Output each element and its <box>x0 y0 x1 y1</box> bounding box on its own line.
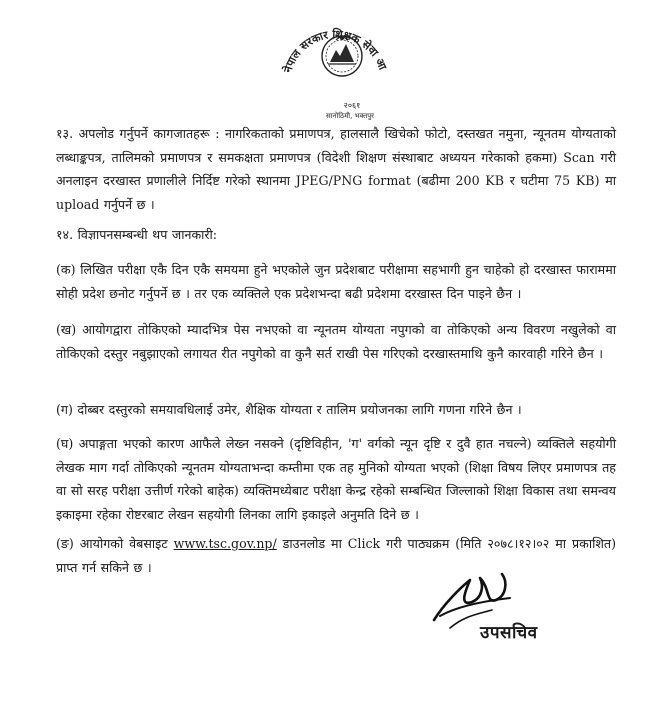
tsc-website-link[interactable]: www.tsc.gov.np/ <box>173 536 277 551</box>
item-14-nga <box>56 532 616 579</box>
item-14-ka: (क) लिखित परीक्षा एकै दिन एकै समयमा हुने भएकोले जुन प्रदेशबाट परीक्षामा सहभागी हुन चाहेको हो दरखास्त फाराममा सोही प्रदेश छनोट गर्नुपर्ने छ । तर एक व्यक्तिले एक प्रदेशभन्दा बढी प्रदेशमा दरखास्त दिन पाइने छैन । <box>56 262 616 301</box>
item-14-gha: (घ) अपाङ्गता भएको कारण आफैले लेख्न नसक्ने (दृष्टिविहीन, 'ग' वर्गको न्यून दृष्टि र दुवै हात नचल्ने) व्यक्तिले सहयोगी लेखक माग गर्दा तोकिएको न्यूनतम योग्यताभन्दा कम्तीमा एक तह मुनिको योग्यता भएको (शिक्षा विषय लिएर प्रमाणपत्र तह वा सो सरह परीक्षा उत्तीर्ण गरेको बाहेक) व्यक्तिमध्येबाट परीक्षा केन्द्र रहेको सम्बन्धित जिल्लाको शिक्षा विकास तथा समन्वय इकाइमा रहेका रोष्टरबाट लेखन सहयोगी लिनका लागि इकाइले अनुमति दिने छ । <box>56 436 616 522</box>
seal-place: सानोठिमी, भक्तपुर <box>325 112 375 120</box>
item-14-ga: (ग) दोब्बर दस्तुरको समयावधिलाई उमेर, शैक्षिक योग्यता र तालिम प्रयोजनका लागि गणना गरिने छैन । <box>56 402 522 417</box>
seal-ring-text: नेपाल सरकार शिक्षक सेवा आ <box>281 27 390 75</box>
item-14-nga-text-after: डाउनलोड मा Click गरी पाठ्यक्रम (मिति २०७८।१२।०२ मा प्रकाशित) प्राप्त गर्न सकिने छ । <box>56 536 616 575</box>
item-13-upload-documents: १३. अपलोड गर्नुपर्ने कागजातहरू : नागरिकताको प्रमाणपत्र, हालसालै खिचेको फोटो, दस्तखत नमुना, न्यूनतम योग्यताको लब्धाङ्कपत्र, तालिमको प्रमाणपत्र र समकक्षता प्रमाणपत्र (विदेशी शिक्षण संस्थाबाट अध्ययन गरेकाको हकमा) Scan गरी अनलाइन दरखास्त प्रणालीले निर्दिष्ट गरेको स्थानमा JPEG/PNG format (बढीमा 200 KB र घटीमा 75 KB) मा upload गर्नुपर्ने छ । <box>56 126 616 212</box>
seal-emblem-icon <box>276 16 392 120</box>
item-14-nga-text-before: (ङ) आयोगको वेबसाइट <box>56 536 174 551</box>
item-14-heading: १४. विज्ञापनसम्बन्धी थप जानकारी: <box>56 227 218 242</box>
commission-seal <box>276 16 392 120</box>
seal-year: २०६१ <box>343 101 361 110</box>
signatory-designation: उपसचिव <box>480 623 538 643</box>
item-14-kha: (ख) आयोगद्वारा तोकिएको म्यादभित्र पेस नभएको वा न्यूनतम योग्यता नपुगको वा तोकिएको अन्य विवरण नखुलेको वा तोकिएको दस्तुर नबुझाएको लगायत रीत नपुगेको वा कुनै सर्त राखी पेस गरिएको दरखास्तमाथि कुनै कारवाही गरिने छैन । <box>56 322 616 361</box>
